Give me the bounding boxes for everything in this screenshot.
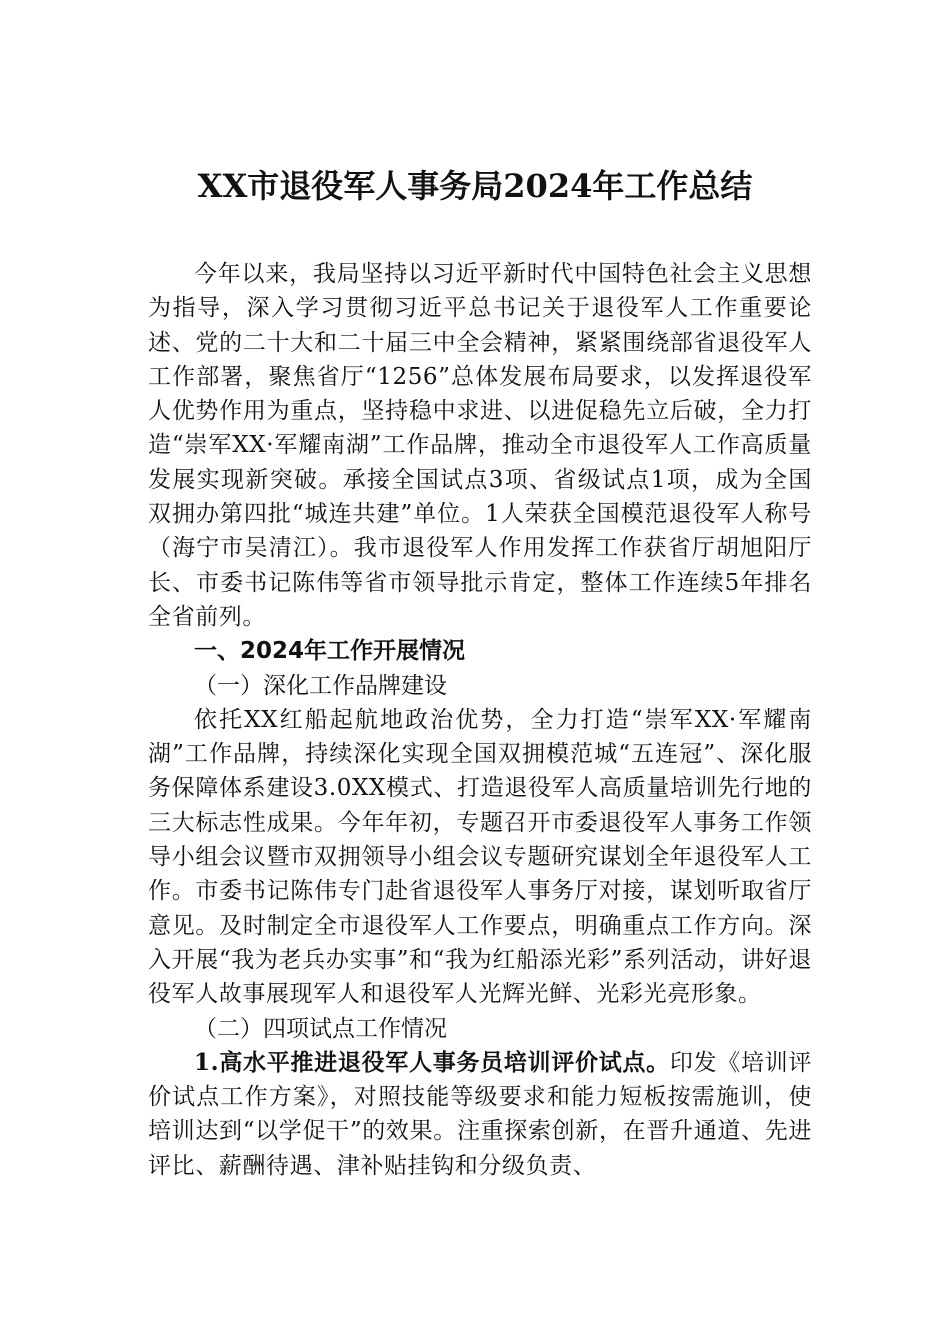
section-heading: 一、2024年工作开展情况 [194, 638, 466, 665]
document-body [148, 257, 812, 1183]
subsection-heading-1: （一）深化工作品牌建设 [194, 672, 447, 699]
intro-paragraph: 今年以来，我局坚持以习近平新时代中国特色社会主义思想为指导，深入学习贯彻习近平总书记关于退役军人工作重要论述、党的二十大和二十届三中全会精神，紧紧围绕部省退役军人工作部署，聚焦省厅“1256”总体发展布局要求，以发挥退役军人优势作用为重点，坚持稳中求进、以进促稳先立后破，全力打造“崇军XX·军耀南湖”工作品牌，推动全市退役军人工作高质量发展实现新突破。承接全国试点3项、省级试点1项，成为全国双拥办第四批“城连共建”单位。1人荣获全国模范退役军人称号（海宁市吴清江）。我市退役军人作用发挥工作获省厅胡旭阳厅长、市委书记陈伟等省市领导批示肯定，整体工作连续5年排名全省前列。 [148, 261, 812, 630]
item-text: 印发《培训评价试点工作方案》，对照技能等级要求和能力短板按需施训，使培训达到“以学促干”的效果。注重探索创新，在晋升通道、先进评比、薪酬待遇、津补贴挂钩和分级负责、 [148, 1049, 812, 1179]
subsection-heading-2: （二）四项试点工作情况 [194, 1015, 447, 1042]
subsection-paragraph-1: 依托XX红船起航地政治优势，全力打造“崇军XX·军耀南湖”工作品牌，持续深化实现全国双拥模范城“五连冠”、深化服务保障体系建设3.0XX模式、打造退役军人高质量培训先行地的三大标志性成果。今年年初，专题召开市委退役军人事务工作领导小组会议暨市双拥领导小组会议专题研究谋划全年退役军人工作。市委书记陈伟专门赴省退役军人事务厅对接，谋划听取省厅意见。及时制定全市退役军人工作要点，明确重点工作方向。深入开展“我为老兵办实事”和“我为红船添光彩”系列活动，讲好退役军人故事展现军人和退役军人光辉光鲜、光彩光亮形象。 [148, 706, 812, 1008]
document-title: XX市退役军人事务局2024年工作总结 [197, 167, 753, 205]
item-lead: 1.高水平推进退役军人事务员培训评价试点。 [194, 1048, 670, 1076]
item-paragraph-1 [148, 1046, 812, 1183]
